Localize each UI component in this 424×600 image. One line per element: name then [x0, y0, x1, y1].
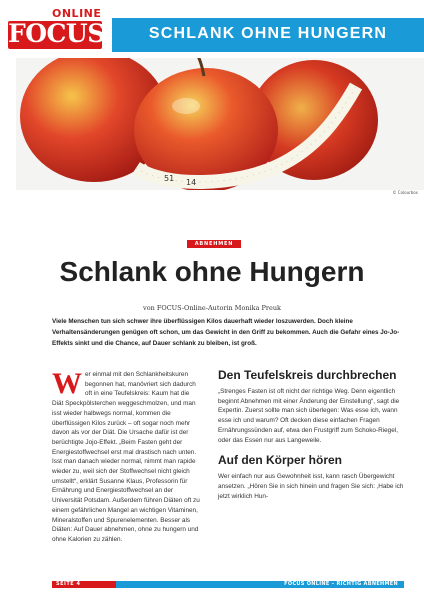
body-right-paragraph-2: Wer einfach nur aus Gewohnheit isst, kann rasch Übergewicht ansetzen. „Hören Sie in sich hinein und fragen Sie sich: ‚Habe ich jetzt wirklich Hun- [218, 473, 404, 500]
footer-publication: FOCUS ONLINE – RICHTIG ABNEHMEN [284, 581, 398, 587]
page-header [0, 0, 424, 58]
article-lead: Viele Menschen tun sich schwer ihre überflüssigen Kilos dauerhaft wieder loszuwerden. Doch kleine Verhaltensänderungen genügen oft schon, um das Gewicht in den Griff zu bekommen. Auch die Gefahr eines Jo-Jo-Effekts sinkt und die Chance, auf Dauer schlank zu bleiben, ist groß. [52, 318, 400, 347]
tape-number-1: 51 [164, 174, 175, 183]
subhead-koerper: Auf den Körper hören [218, 453, 343, 468]
page-footer [52, 581, 404, 588]
page-number: SEITE 4 [56, 581, 81, 587]
body-left-text: er einmal mit den Schlankheitskuren begonnen hat, manövriert sich dadurch oft in eine Teufelskreis: Kaum hat die Diät Speckpölsterchen weggeschmolzen, und man isst wieder halbwegs normal, kommen die überflüssigen Kilos zurück – oft sogar noch mehr davon als vor der Diät. Die Ursache dafür ist der berüchtigte Jojo-Effekt. „Beim Fasten geht der Energiestoffwechsel erst mal drastisch nach unten. Isst man danach wieder normal, nimmt man rapide wieder zu, weil sich der Stoffwechsel nicht gleich umstellt“, erklärt Susanne Klaus, Professorin für Ernährung und Energiestoffwechsel an der Universität Potsdam. Außerdem führen Diäten oft zu einem gefährlichen Mangel an wichtigen Vitaminen, Mineralstoffen und Spurenelementen. Besser als Diäten: Auf Dauer abnehmen, ohne zu hungern und ohne Kalorien zu zählen. [52, 371, 200, 543]
logo-online-text: ONLINE [52, 7, 102, 20]
focus-online-logo[interactable] [8, 6, 105, 52]
article-column-right [218, 368, 404, 501]
article-headline: Schlank ohne Hungern [59, 256, 365, 287]
article-byline: von FOCUS-Online-Autorin Monika Preuk [143, 304, 281, 312]
photo-credit: © Colourbox [392, 190, 418, 195]
apples-photo [16, 58, 424, 190]
section-title: SCHLANK OHNE HUNGERN [148, 25, 388, 42]
category-badge[interactable]: ABNEHMEN [187, 240, 241, 248]
article-column-left [52, 367, 202, 545]
apples-illustration [16, 58, 424, 190]
drop-cap: W [52, 367, 82, 400]
body-right-paragraph-1: „Strenges Fasten ist oft nicht der richtige Weg. Denn eigentlich beginnt Abnehmen mit einer Änderung der Einstellung“, sagt die Expertin. Zuerst sollte man sich überlegen: Was esse ich, wann esse ich und warum? Oft decken diese einfachen Fragen Ernährungssünden auf, etwa den Frustgriff zum Schoko-Riegel, oder das Essen nur aus Langeweile. [218, 388, 400, 444]
logo-focus-text: FOCUS [8, 19, 105, 48]
tape-number-2: 14 [186, 178, 197, 187]
body-paragraph-left [52, 367, 202, 545]
section-title-bar [112, 18, 424, 52]
subhead-teufelskreis: Den Teufelskreis durchbrechen [218, 368, 397, 382]
